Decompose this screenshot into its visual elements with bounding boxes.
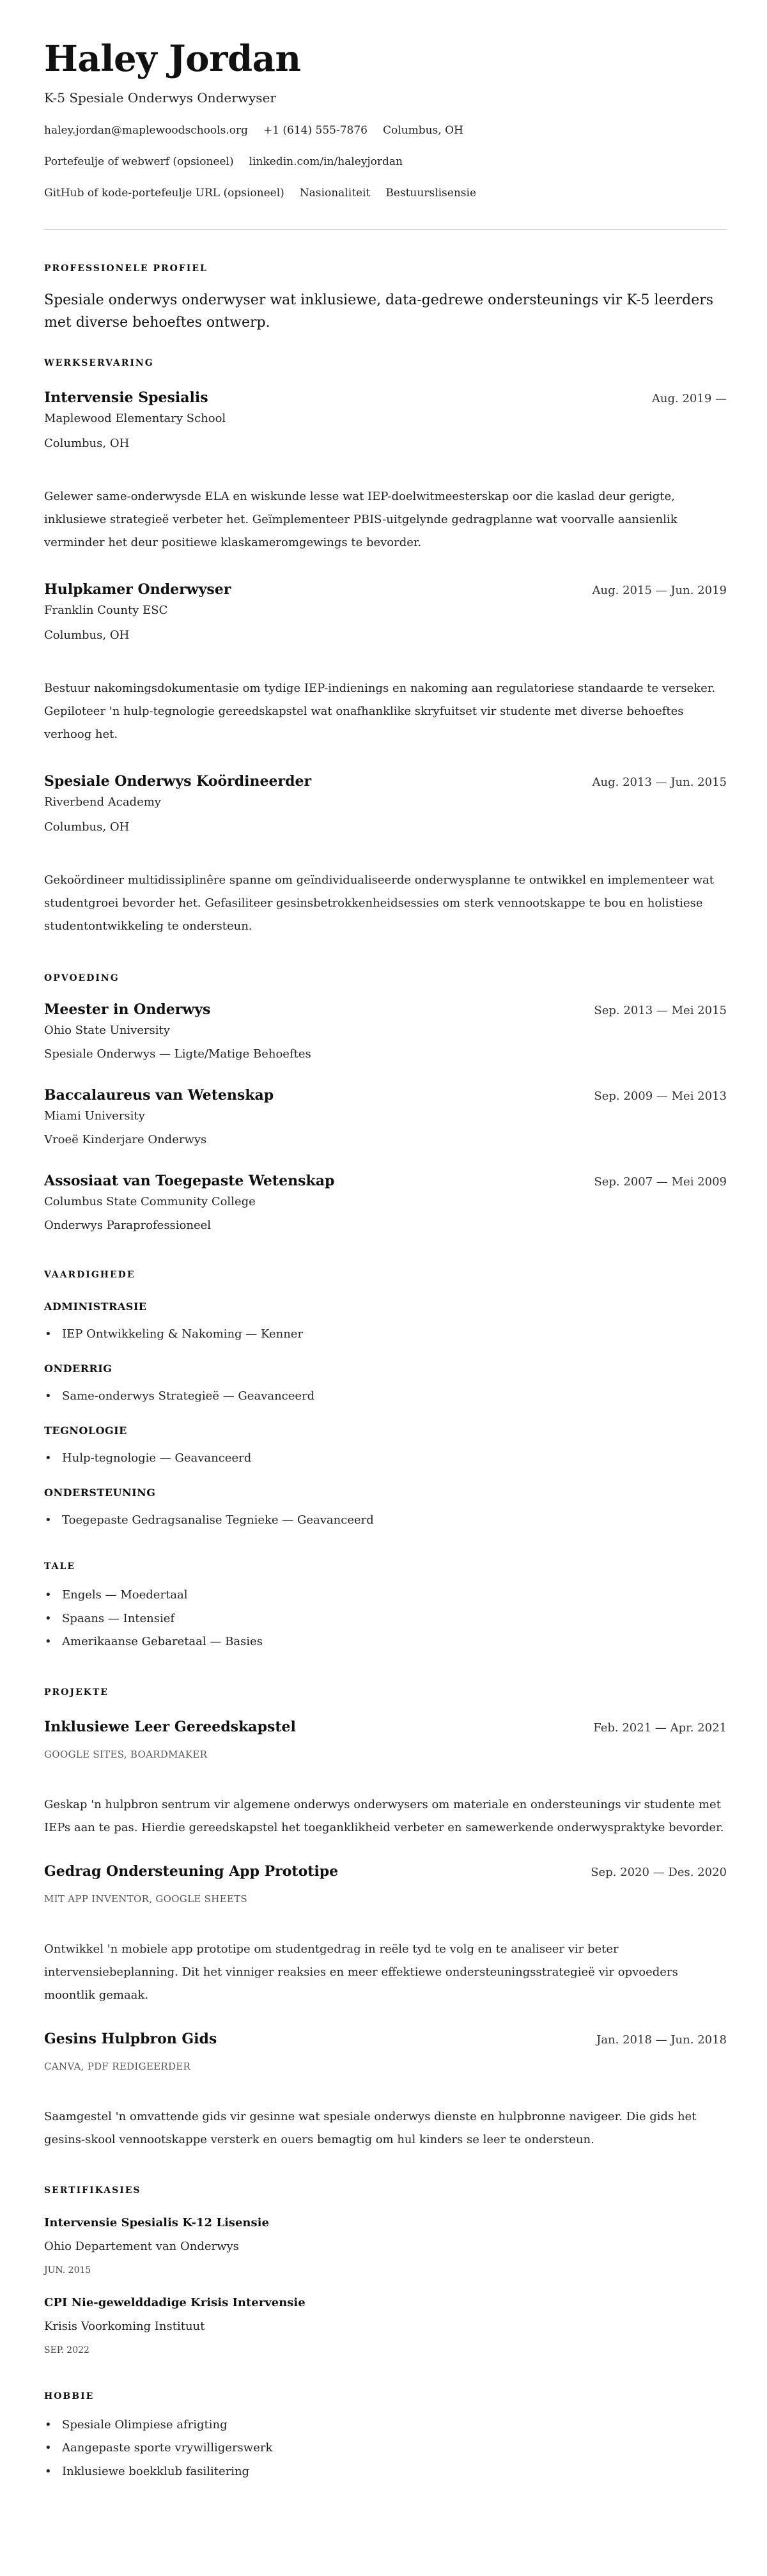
skill-category: TEGNOLOGIE bbox=[44, 1425, 127, 1437]
experience-description: Bestuur nakomingsdokumentasie om tydige IEP-indienings en nakoming aan regulatoriese standaarde te verseker. Gepiloteer 'n hulp-tegnologie gereedskapstel wat onafhanklike skryfuitset vir studente met diverse behoeftes verhoog het. bbox=[44, 682, 716, 741]
skill-item: • Same-onderwys Strategieë — Geavanceerd bbox=[44, 1388, 727, 1405]
skills-list bbox=[44, 1300, 727, 1529]
language-item: • Amerikaanse Gebaretaal — Basies bbox=[44, 1630, 727, 1654]
project-title: Gedrag Ondersteuning App Prototipe bbox=[44, 1862, 339, 1880]
project-description: Saamgestel 'n omvattende gids vir gesinne wat spesiale onderwys dienste en hulpbronne navigeer. Die gids het gesins-skool vennootskappe versterk en ouers bemagtig om hul kinders se leer te ondersteun. bbox=[44, 2109, 697, 2146]
education-field: Spesiale Onderwys — Ligte/Matige Behoeftes bbox=[44, 1047, 311, 1061]
education-header bbox=[44, 1086, 727, 1105]
nationality: Nasionaliteit bbox=[299, 187, 371, 199]
experience-dates: Aug. 2013 — Jun. 2015 bbox=[592, 776, 727, 789]
experience-header bbox=[44, 388, 727, 407]
experience-dates: Aug. 2019 — bbox=[651, 392, 727, 405]
project-title: Inklusiewe Leer Gereedskapstel bbox=[44, 1718, 296, 1735]
education-field: Vroeë Kinderjare Onderwys bbox=[44, 1133, 207, 1146]
header-divider bbox=[44, 229, 727, 230]
hobby-item: • Spesiale Olimpiese afrigting bbox=[44, 2414, 727, 2437]
hobby-item: • Inklusiewe boekklub fasilitering bbox=[44, 2460, 727, 2484]
experience-title: Hulpkamer Onderwyser bbox=[44, 581, 231, 598]
education-item bbox=[44, 1000, 727, 1063]
certification-item bbox=[44, 2295, 727, 2357]
education-item bbox=[44, 1171, 727, 1234]
experience-location: Columbus, OH bbox=[44, 437, 130, 450]
email-link[interactable]: haley.jordan@maplewoodschools.org bbox=[44, 124, 248, 137]
language-item: • Spaans — Intensief bbox=[44, 1607, 727, 1631]
section-heading-skills: VAARDIGHEDE bbox=[44, 1270, 136, 1280]
experience-company: Maplewood Elementary School bbox=[44, 412, 226, 425]
contact-row bbox=[44, 154, 727, 169]
experience-header bbox=[44, 580, 727, 599]
drivers-license: Bestuurslisensie bbox=[385, 187, 476, 199]
skill-item: • IEP Ontwikkeling & Nakoming — Kenner bbox=[44, 1326, 727, 1343]
skill-item: • Toegepaste Gedragsanalise Tegnieke — Geavanceerd bbox=[44, 1512, 727, 1529]
education-school: Columbus State Community College bbox=[44, 1195, 256, 1208]
job-title: K-5 Spesiale Onderwys Onderwyser bbox=[44, 90, 276, 105]
section-heading-projects: PROJEKTE bbox=[44, 1687, 109, 1698]
education-degree: Assosiaat van Toegepaste Wetenskap bbox=[44, 1173, 335, 1189]
education-dates: Sep. 2013 — Mei 2015 bbox=[594, 1004, 727, 1017]
languages-list bbox=[44, 1584, 727, 1654]
certification-issuer: Ohio Departement van Onderwys bbox=[44, 2239, 239, 2253]
skill-category: ONDERSTEUNING bbox=[44, 1487, 156, 1499]
project-item bbox=[44, 1862, 727, 2007]
hobbies-list bbox=[44, 2414, 727, 2484]
certification-name: Intervensie Spesialis K-12 Lisensie bbox=[44, 2215, 269, 2229]
project-header bbox=[44, 2029, 727, 2049]
candidate-name: Haley Jordan bbox=[44, 38, 301, 80]
skill-list bbox=[44, 1326, 727, 1343]
language-item: • Engels — Moedertaal bbox=[44, 1584, 727, 1607]
project-tech: CANVA, PDF REDIGEERDER bbox=[44, 2060, 191, 2072]
experience-location: Columbus, OH bbox=[44, 820, 130, 834]
projects-list bbox=[44, 1717, 727, 2151]
project-dates: Jan. 2018 — Jun. 2018 bbox=[596, 2033, 727, 2047]
experience-description: Gelewer same-onderwysde ELA en wiskunde lesse wat IEP-doelwitmeesterskap oor die kaslad deur gerigte, inklusiewe strategieë verbeter het. Geïmplementeer PBIS-uitgelynde gedragplanne wat voorvalle aansienlik verminder het deur positiewe klaskameromgewings te bevorder. bbox=[44, 490, 678, 549]
project-tech: GOOGLE SITES, BOARDMAKER bbox=[44, 1748, 208, 1760]
skill-list bbox=[44, 1512, 727, 1529]
project-item bbox=[44, 2029, 727, 2151]
contact-row bbox=[44, 123, 727, 138]
project-dates: Feb. 2021 — Apr. 2021 bbox=[593, 1721, 727, 1735]
section-heading-profile: PROFESSIONELE PROFIEL bbox=[44, 263, 208, 274]
education-header bbox=[44, 1000, 727, 1019]
education-school: Miami University bbox=[44, 1109, 145, 1123]
skill-category: ONDERRIG bbox=[44, 1362, 112, 1375]
education-school: Ohio State University bbox=[44, 1024, 170, 1037]
experience-header bbox=[44, 772, 727, 791]
portfolio-link[interactable]: Portefeulje of webwerf (opsioneel) bbox=[44, 155, 234, 168]
experience-item bbox=[44, 388, 727, 554]
experience-title: Intervensie Spesialis bbox=[44, 389, 208, 406]
experience-dates: Aug. 2015 — Jun. 2019 bbox=[592, 584, 727, 597]
experience-description: Gekoördineer multidissiplinêre spanne om geïndividualiseerde onderwysplanne te ontwikkel en implementeer wat studentgroei bevorder het. Gefasiliteer gesinsbetrokkenheidsessies om sterk vennootskappe te bou en holistiese studentontwikkeling te ondersteun. bbox=[44, 873, 714, 933]
project-header bbox=[44, 1717, 727, 1737]
contact-row bbox=[44, 185, 727, 201]
profile-summary: Spesiale onderwys onderwyser wat inklusiewe, data-gedrewe ondersteunings vir K-5 leerders met diverse behoeftes ontwerp. bbox=[44, 292, 714, 331]
experience-company: Riverbend Academy bbox=[44, 795, 161, 809]
github-link[interactable]: GitHub of kode-portefeulje URL (opsioneel) bbox=[44, 187, 284, 199]
skill-item: • Hulp-tegnologie — Geavanceerd bbox=[44, 1450, 727, 1467]
education-dates: Sep. 2007 — Mei 2009 bbox=[594, 1175, 727, 1189]
project-header bbox=[44, 1862, 727, 1881]
section-heading-experience: WERKSERVARING bbox=[44, 358, 154, 368]
education-item bbox=[44, 1086, 727, 1148]
skill-list bbox=[44, 1388, 727, 1405]
section-heading-education: OPVOEDING bbox=[44, 973, 120, 983]
experience-list bbox=[44, 388, 727, 938]
experience-location: Columbus, OH bbox=[44, 628, 130, 642]
location: Columbus, OH bbox=[383, 124, 463, 137]
experience-title: Spesiale Onderwys Koördineerder bbox=[44, 773, 312, 790]
project-description: Geskap 'n hulpbron sentrum vir algemene onderwys onderwysers om materiale en ondersteunings vir studente met IEPs aan te pas. Hierdie gereedskapstel het toeganklikheid verbeter en samewerkende onderwyspraktyke bevorder. bbox=[44, 1797, 724, 1834]
certification-item bbox=[44, 2215, 727, 2277]
project-dates: Sep. 2020 — Des. 2020 bbox=[591, 1865, 727, 1879]
certification-date: SEP. 2022 bbox=[44, 2345, 89, 2355]
education-dates: Sep. 2009 — Mei 2013 bbox=[594, 1089, 727, 1103]
certification-issuer: Krisis Voorkoming Instituut bbox=[44, 2319, 205, 2333]
linkedin-link[interactable]: linkedin.com/in/haleyjordan bbox=[249, 155, 403, 168]
hobby-item: • Aangepaste sporte vrywilligerswerk bbox=[44, 2437, 727, 2460]
experience-company: Franklin County ESC bbox=[44, 604, 168, 617]
education-header bbox=[44, 1171, 727, 1190]
project-tech: MIT APP INVENTOR, GOOGLE SHEETS bbox=[44, 1893, 248, 1905]
skill-list bbox=[44, 1450, 727, 1467]
education-field: Onderwys Paraprofessioneel bbox=[44, 1219, 212, 1232]
skill-category: ADMINISTRASIE bbox=[44, 1300, 147, 1313]
certifications-list bbox=[44, 2215, 727, 2357]
section-heading-languages: TALE bbox=[44, 1561, 76, 1572]
project-item bbox=[44, 1717, 727, 1839]
experience-item bbox=[44, 772, 727, 938]
education-degree: Meester in Onderwys bbox=[44, 1001, 211, 1018]
project-description: Ontwikkel 'n mobiele app prototipe om studentgedrag in reële tyd te volg en te analiseer vir beter intervensiebeplanning. Dit het vinniger reaksies en meer effektiewe ondersteuningsstrategieë vir opvoeders moontlik gemaak. bbox=[44, 1942, 678, 2002]
certification-name: CPI Nie-gewelddadige Krisis Intervensie bbox=[44, 2295, 306, 2309]
education-list bbox=[44, 1000, 727, 1234]
education-degree: Baccalaureus van Wetenskap bbox=[44, 1087, 274, 1104]
project-title: Gesins Hulpbron Gids bbox=[44, 2030, 217, 2047]
section-heading-certifications: SERTIFIKASIES bbox=[44, 2185, 141, 2196]
experience-item bbox=[44, 580, 727, 746]
section-heading-hobbies: HOBBIE bbox=[44, 2391, 95, 2401]
certification-date: JUN. 2015 bbox=[44, 2265, 91, 2275]
phone: +1 (614) 555-7876 bbox=[263, 124, 368, 137]
